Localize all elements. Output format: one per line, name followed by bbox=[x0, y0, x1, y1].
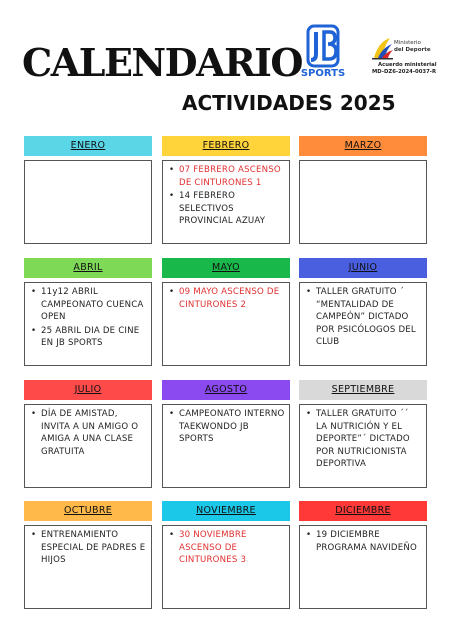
month-box bbox=[299, 404, 427, 488]
month-events bbox=[167, 164, 285, 228]
month-header: FEBRERO bbox=[162, 136, 290, 156]
event-item: • 30 NOVIEMBRE ASCENSO DE CINTURONES 3 bbox=[179, 529, 285, 567]
month-header: AGOSTO bbox=[162, 380, 290, 400]
month-events bbox=[167, 408, 285, 446]
event-item: • 11y12 ABRIL CAMPEONATO CUENCA OPEN bbox=[41, 286, 147, 324]
month-events bbox=[304, 408, 422, 471]
month-header: NOVIEMBRE bbox=[162, 501, 290, 521]
month-box bbox=[24, 282, 152, 366]
event-item: • TALLER GRATUITO ´´ LA NUTRICIÓN Y EL DEPORTE”´ DICTADO POR NUTRICIONISTA DEPORTIVA bbox=[316, 408, 422, 471]
calendar-subtitle: ACTIVIDADES 2025 bbox=[182, 91, 396, 115]
month-box bbox=[162, 404, 290, 488]
month-octubre bbox=[24, 501, 152, 609]
month-box bbox=[299, 525, 427, 609]
month-noviembre bbox=[162, 501, 290, 609]
month-box bbox=[24, 160, 152, 244]
event-item: • 14 FEBRERO SELECTIVOS PROVINCIAL AZUAY bbox=[179, 190, 285, 228]
ministry-logo bbox=[368, 34, 448, 84]
event-item: • 25 ABRIL DIA DE CINE EN JB SPORTS bbox=[41, 325, 147, 350]
month-marzo bbox=[299, 136, 427, 244]
event-item: • ENTRENAMIENTO ESPECIAL DE PADRES E HIJOS bbox=[41, 529, 147, 567]
month-diciembre bbox=[299, 501, 427, 609]
event-item: • TALLER GRATUITO ´ “MENTALIDAD DE CAMPEÓN” DICTADO POR PSICÓLOGOS DEL CLUB bbox=[316, 286, 422, 349]
month-events bbox=[29, 286, 147, 350]
month-box bbox=[299, 160, 427, 244]
month-events bbox=[29, 408, 147, 458]
month-header: JULIO bbox=[24, 380, 152, 400]
month-julio bbox=[24, 380, 152, 488]
event-item: • 19 DICIEMBRE PROGRAMA NAVIDEÑO bbox=[316, 529, 422, 554]
month-enero bbox=[24, 136, 152, 244]
month-events bbox=[167, 529, 285, 567]
month-header: ENERO bbox=[24, 136, 152, 156]
month-febrero bbox=[162, 136, 290, 244]
ministry-line2: del Deporte bbox=[394, 47, 431, 53]
ministry-line3: Acuerdo ministerial bbox=[378, 62, 437, 68]
month-box bbox=[24, 525, 152, 609]
month-header: DICIEMBRE bbox=[299, 501, 427, 521]
month-mayo bbox=[162, 258, 290, 366]
month-junio bbox=[299, 258, 427, 366]
jb-logo-icon bbox=[302, 24, 344, 68]
event-item: • 09 MAYO ASCENSO DE CINTURONES 2 bbox=[179, 286, 285, 311]
month-events bbox=[304, 286, 422, 349]
month-header: OCTUBRE bbox=[24, 501, 152, 521]
month-events bbox=[29, 529, 147, 567]
ministry-line4: MD-DZ6-2024-0037-R bbox=[372, 69, 437, 75]
month-box bbox=[162, 282, 290, 366]
month-header: SEPTIEMBRE bbox=[299, 380, 427, 400]
month-box bbox=[162, 160, 290, 244]
month-header: MAYO bbox=[162, 258, 290, 278]
month-box bbox=[24, 404, 152, 488]
month-agosto bbox=[162, 380, 290, 488]
month-box bbox=[299, 282, 427, 366]
month-events bbox=[304, 529, 422, 554]
ministry-line1: Ministerio bbox=[394, 40, 421, 46]
event-item: • DÍA DE AMISTAD, INVITA A UN AMIGO O AMIGA A UNA CLASE GRATUITA bbox=[41, 408, 147, 458]
ministry-emblem-icon bbox=[370, 36, 394, 62]
calendar-title: CALENDARIO bbox=[22, 40, 303, 85]
month-abril bbox=[24, 258, 152, 366]
month-septiembre bbox=[299, 380, 427, 488]
event-item: • 07 FEBRERO ASCENSO DE CINTURONES 1 bbox=[179, 164, 285, 189]
event-item: • CAMPEONATO INTERNO TAEKWONDO JB SPORTS bbox=[179, 408, 285, 446]
month-header: ABRIL bbox=[24, 258, 152, 278]
month-box bbox=[162, 525, 290, 609]
month-events bbox=[167, 286, 285, 311]
month-header: JUNIO bbox=[299, 258, 427, 278]
jb-sports-logo bbox=[302, 24, 344, 80]
month-header: MARZO bbox=[299, 136, 427, 156]
logo-sports-text: SPORTS bbox=[300, 68, 346, 79]
